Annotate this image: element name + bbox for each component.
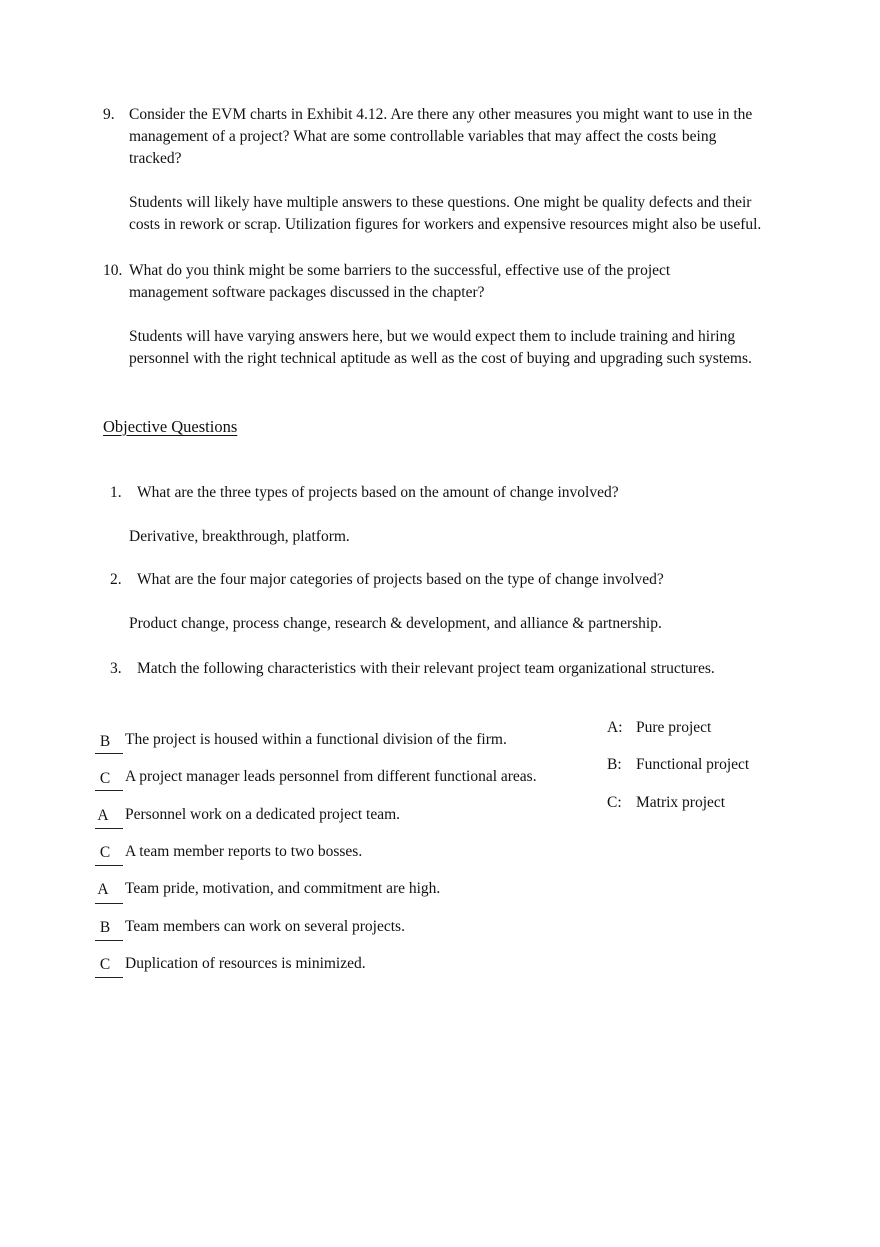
answer-text: costs in rework or scrap. Utilization figures for workers and expensive resources might also be useful. bbox=[129, 216, 762, 233]
option-key: A: bbox=[607, 719, 623, 736]
answer-blank-line bbox=[95, 753, 123, 754]
matching-item-text: The project is housed within a functional division of the firm. bbox=[125, 731, 507, 748]
answer-text: Product change, process change, research & development, and alliance & partnership. bbox=[129, 615, 662, 632]
option-label: Functional project bbox=[636, 756, 750, 773]
answer-blank-line bbox=[95, 977, 123, 978]
question-text: management of a project? What are some controllable variables that may affect the costs being bbox=[129, 128, 717, 145]
option-label: Pure project bbox=[636, 719, 712, 736]
matching-item-text: A project manager leads personnel from different functional areas. bbox=[125, 768, 537, 785]
question-number: 2. bbox=[110, 571, 122, 588]
answer-letter: C bbox=[99, 956, 111, 973]
question-number: 1. bbox=[110, 484, 122, 501]
question-text: What do you think might be some barriers to the successful, effective use of the project bbox=[129, 262, 671, 279]
option-label: Matrix project bbox=[636, 794, 726, 811]
answer-blank-line bbox=[95, 903, 123, 904]
matching-item-text: Team members can work on several projects. bbox=[125, 918, 405, 935]
question-number: 10. bbox=[103, 262, 123, 279]
question-text: management software packages discussed in the chapter? bbox=[129, 284, 485, 301]
matching-item-text: A team member reports to two bosses. bbox=[125, 843, 363, 860]
answer-letter: A bbox=[97, 807, 109, 824]
question-text: tracked? bbox=[129, 150, 182, 167]
question-number: 9. bbox=[103, 106, 115, 123]
option-key: C: bbox=[607, 794, 622, 811]
matching-item-text: Personnel work on a dedicated project team. bbox=[125, 806, 401, 823]
question-text: Match the following characteristics with their relevant project team organizational structures. bbox=[137, 660, 715, 677]
answer-blank-line bbox=[95, 790, 123, 791]
answer-text: personnel with the right technical aptitude as well as the cost of buying and upgrading such systems. bbox=[129, 350, 752, 367]
answer-text: Derivative, breakthrough, platform. bbox=[129, 528, 350, 545]
matching-item-text: Team pride, motivation, and commitment are high. bbox=[125, 880, 441, 897]
answer-letter: C bbox=[99, 770, 111, 787]
answer-letter: B bbox=[99, 919, 111, 936]
answer-blank-line bbox=[95, 865, 123, 866]
section-heading: Objective Questions bbox=[103, 417, 238, 436]
answer-text: Students will likely have multiple answers to these questions. One might be quality defects and their bbox=[129, 194, 752, 211]
answer-letter: B bbox=[99, 733, 111, 750]
question-number: 3. bbox=[110, 660, 122, 677]
answer-letter: A bbox=[97, 881, 109, 898]
question-text: What are the four major categories of projects based on the type of change involved? bbox=[137, 571, 664, 588]
answer-letter: C bbox=[99, 844, 111, 861]
answer-blank-line bbox=[95, 940, 123, 941]
answer-blank-line bbox=[95, 828, 123, 829]
question-text: What are the three types of projects based on the amount of change involved? bbox=[137, 484, 619, 501]
option-key: B: bbox=[607, 756, 622, 773]
answer-text: Students will have varying answers here, but we would expect them to include training and hiring bbox=[129, 328, 736, 345]
question-text: Consider the EVM charts in Exhibit 4.12. Are there any other measures you might want to use in the bbox=[129, 106, 753, 123]
matching-item-text: Duplication of resources is minimized. bbox=[125, 955, 366, 972]
